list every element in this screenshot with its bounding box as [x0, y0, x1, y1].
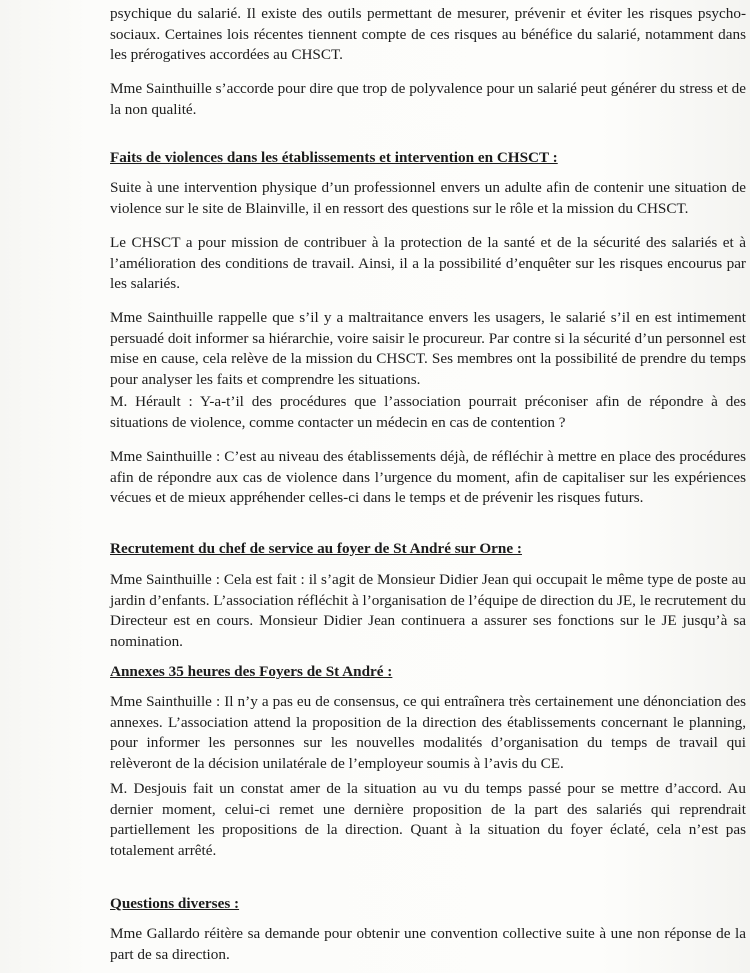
paragraph-polyvalence: Mme Sainthuille s’accorde pour dire que trop de polyvalence pour un salarié peut générer du stress et de la non qualité.	[110, 80, 746, 118]
paragraph-recrutement: Mme Sainthuille : Cela est fait : il s’agit de Monsieur Didier Jean qui occupait le même type de poste au jardin d’enfants. L’association réfléchit à l’organisation de l’équipe de direction du JE, le recrutement du Directeur est en cours. Monsieur Didier Jean continuera a assurer ses fonctions sur le JE jusqu’à sa nomination.	[110, 571, 746, 650]
paragraph-sainthuille-answer: Mme Sainthuille : C’est au niveau des établissements déjà, de réfléchir à mettre en place des procédures afin de répondre aux cas de violence dans l’urgence du moment, afin de capitaliser sur les expériences vécues et de mieux appréhender celles-ci dans le temps et de prévenir les risques futurs.	[110, 448, 746, 507]
paragraph-herault-question: M. Hérault : Y-a-t’il des procédures que l’association pourrait préconiser afin de répondre à des situations de violence, comme contacter un médecin en cas de contention ?	[110, 393, 746, 431]
paragraph-annexes-consensus: Mme Sainthuille : Il n’y a pas eu de consensus, ce qui entraînera très certainement une dénonciation des annexes. L’association attend la proposition de la direction des établissements concernant le planning, pour informer les personnes sur les nouvelles modalités d’organisation du temps de travail qui relèveront de la décision unilatérale de l’employeur soumis à l’avis du CE.	[110, 693, 746, 772]
paragraph-gallardo: Mme Gallardo réitère sa demande pour obtenir une convention collective suite à une non réponse de la part de sa direction.	[110, 925, 746, 963]
paragraph-intro: psychique du salarié. Il existe des outils permettant de mesurer, prévenir et éviter les risques psycho-sociaux. Certaines lois récentes tiennent compte de ces risques au bénéfice du salarié, notamment dans les prérogatives accordées au CHSCT.	[110, 5, 746, 64]
heading-recrutement: Recrutement du chef de service au foyer de St André sur Orne :	[110, 540, 522, 557]
heading-annexes: Annexes 35 heures des Foyers de St André :	[110, 663, 393, 680]
paragraph-violences-incident: Suite à une intervention physique d’un professionnel envers un adulte afin de contenir une situation de violence sur le site de Blainville, il en ressort des questions sur le rôle et la mission du CHSCT.	[110, 179, 746, 217]
paragraph-desjouis: M. Desjouis fait un constat amer de la situation au vu du temps passé pour se mettre d’accord. Au dernier moment, celui-ci remet une dernière proposition de la part des salariés qui reprendrait partiellement les propositions de la direction. Quant à la situation du foyer éclaté, cela n’est pas totalement arrêté.	[110, 780, 746, 859]
heading-questions-diverses: Questions diverses :	[110, 895, 240, 912]
paragraph-maltraitance: Mme Sainthuille rappelle que s’il y a maltraitance envers les usagers, le salarié s’il en est intimement persuadé doit informer sa hiérarchie, voire saisir le procureur. Par contre si la sécurité d’un personnel est mise en cause, cela relève de la mission du CHSCT. Ses membres ont la possibilité de prendre du temps pour analyser les faits et comprendre les situations.	[110, 309, 746, 388]
paragraph-chsct-mission: Le CHSCT a pour mission de contribuer à la protection de la santé et de la sécurité des salariés et à l’amélioration des conditions de travail. Ainsi, il a la possibilité d’enquêter sur les risques encourus par les salariés.	[110, 234, 746, 293]
heading-violences: Faits de violences dans les établissements et intervention en CHSCT :	[110, 149, 558, 166]
